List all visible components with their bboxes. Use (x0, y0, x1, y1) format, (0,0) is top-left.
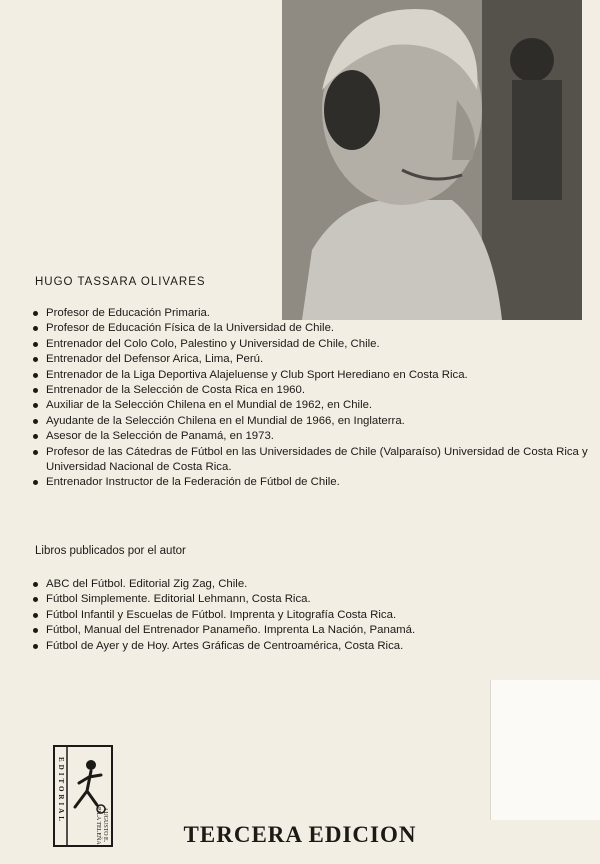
career-item: Profesor de Educación Primaria. (30, 306, 590, 321)
author-name: HUGO TASSARA OLIVARES (35, 276, 206, 288)
author-portrait-image (282, 0, 582, 320)
career-list (30, 306, 590, 491)
svg-text:PILA TELEÑA: PILA TELEÑA (95, 807, 101, 845)
career-item: Asesor de la Selección de Panamá, en 1973. (30, 429, 590, 444)
career-item: Profesor de las Cátedras de Fútbol en las Universidades de Chile (Valparaíso) Universidad de Costa Rica y Universidad Nacional de Costa Rica. (30, 445, 590, 476)
book-item: Fútbol Simplemente. Editorial Lehmann, Costa Rica. (30, 592, 590, 607)
career-item: Auxiliar de la Selección Chilena en el Mundial de 1962, en Chile. (30, 398, 590, 413)
career-item: Entrenador del Defensor Arica, Lima, Perú. (30, 352, 590, 367)
career-item: Profesor de Educación Física de la Universidad de Chile. (30, 321, 590, 336)
price-sticker (490, 680, 600, 820)
career-item: Entrenador Instructor de la Federación de Fútbol de Chile. (30, 475, 590, 490)
career-item: Entrenador de la Liga Deportiva Alajeluense y Club Sport Herediano en Costa Rica. (30, 368, 590, 383)
career-item: Ayudante de la Selección Chilena en el Mundial de 1966, en Inglaterra. (30, 414, 590, 429)
book-item: ABC del Fútbol. Editorial Zig Zag, Chile. (30, 577, 590, 592)
book-item: Fútbol Infantil y Escuelas de Fútbol. Imprenta y Litografía Costa Rica. (30, 608, 590, 623)
book-item: Fútbol, Manual del Entrenador Panameño. Imprenta La Nación, Panamá. (30, 623, 590, 638)
books-list (30, 577, 590, 654)
edition-label: TERCERA EDICION (183, 822, 417, 847)
career-item: Entrenador de la Selección de Costa Rica en 1960. (30, 383, 590, 398)
career-item: Entrenador del Colo Colo, Palestino y Universidad de Chile, Chile. (30, 337, 590, 352)
books-heading: Libros publicados por el autor (35, 545, 186, 557)
svg-text:EDITORIAL: EDITORIAL (57, 757, 65, 824)
svg-text:AUGUSTO E.: AUGUSTO E. (102, 807, 108, 843)
author-photo (282, 0, 582, 320)
book-item: Fútbol de Ayer y de Hoy. Artes Gráficas de Centroamérica, Costa Rica. (30, 639, 590, 654)
